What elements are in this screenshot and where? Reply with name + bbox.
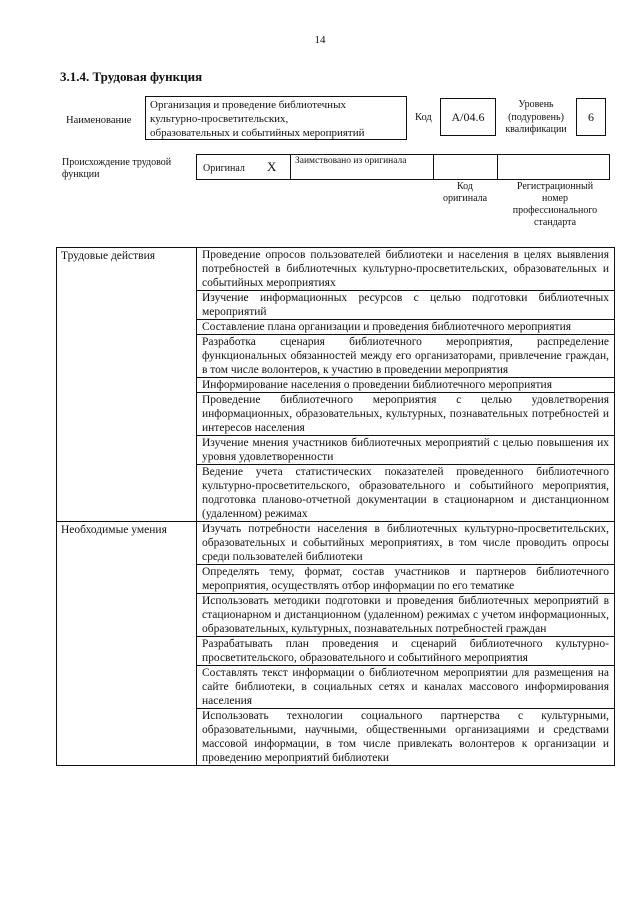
skill-item: Изучать потребности населения в библиотечных культурно-просветительских, образовательных и событийных мероприятиях, в том числе проводить опросы среди пользователей библиотеки xyxy=(197,522,615,565)
skill-item: Составлять текст информации о библиотечном мероприятии для размещения на сайте библиотеки, в социальных сетях и каналах массового информирования населения xyxy=(197,666,615,709)
table-row xyxy=(57,248,615,291)
origin-grid xyxy=(196,154,610,180)
original-mark: X xyxy=(267,159,277,174)
section-header-required-skills: Необходимые умения xyxy=(57,522,197,766)
origin-label: Происхождение трудовой функции xyxy=(62,157,172,180)
table-row xyxy=(57,522,615,565)
skill-item: Использовать методики подготовки и проведения библиотечных мероприятий в стационарном и дистанционном (удаленном) режимах с учетом информационных, образовательных, культурных, познавательных потребностей граждан xyxy=(197,594,615,637)
function-name-box xyxy=(145,96,407,140)
grid-divider xyxy=(433,155,434,179)
grid-divider xyxy=(497,155,498,179)
grid-divider xyxy=(290,155,291,179)
section-title: 3.1.4. Трудовая функция xyxy=(60,69,203,84)
labor-action-item: Проведение опросов пользователей библиотеки и населения в целях выявления потребностей в библиотечных культурно-просветительских, образовательных и событийных мероприятиях xyxy=(197,248,615,291)
skill-item: Определять тему, формат, состав участников и партнеров библиотечного мероприятия, осуществлять отбор информации по его тематике xyxy=(197,565,615,594)
caption-line: стандарта xyxy=(533,217,577,228)
labor-action-item: Изучение мнения участников библиотечных мероприятий с целью повышения их уровня удовлетворенности xyxy=(197,436,615,465)
function-name-line: культурно-просветительских, xyxy=(150,113,289,126)
skill-item: Использовать технологии социального партнерства с культурными, образовательными, научными, общественными организациями и средствами массовой информации, в том числе привлекать волонтеров к организации и проведению мероприятий библиотеки xyxy=(197,709,615,766)
level-label-line: Уровень xyxy=(518,99,554,110)
section-header-labor-actions: Трудовые действия xyxy=(57,248,197,522)
labor-action-item: Проведение библиотечного мероприятия с целью удовлетворения информационных, образовательных, культурных, познавательных потребностей и интересов населения xyxy=(197,393,615,436)
original-label: Оригинал xyxy=(203,163,245,174)
code-original-caption xyxy=(437,181,493,205)
level-label-line: (подуровень) xyxy=(508,111,564,123)
caption-line: оригинала xyxy=(442,193,488,204)
labor-action-item: Составление плана организации и проведения библиотечного мероприятия xyxy=(197,320,615,335)
labor-action-item: Изучение информационных ресурсов с целью подготовки библиотечных мероприятий xyxy=(197,291,615,320)
labor-action-item: Разработка сценария библиотечного мероприятия, распределение функциональных обязанностей между его организаторами, привлечение граждан, в том числе волонтеров, к участию в проведении мероприятия xyxy=(197,335,615,378)
page-number: 14 xyxy=(314,34,326,46)
level-label-line: квалификации xyxy=(505,124,567,135)
labor-action-item: Информирование населения о проведении библиотечного мероприятия xyxy=(197,378,615,393)
caption-line: профессионального xyxy=(512,205,598,216)
code-value-box xyxy=(440,98,496,136)
caption-line: Код xyxy=(457,181,473,192)
caption-line: Регистрационный xyxy=(516,181,594,192)
level-value-box xyxy=(576,98,606,136)
function-details-table xyxy=(56,247,615,766)
qualification-level-label xyxy=(500,99,572,137)
function-name-line: Организация и проведение библиотечных xyxy=(150,99,346,111)
labor-action-item: Ведение учета статистических показателей проведенного библиотечного культурно-просветительского, образовательного и событийного мероприятия, подготовка планово-отчетной документации в стационарном и дистанционном (удаленном) режимах xyxy=(197,465,615,522)
code-value: A/04.6 xyxy=(451,109,485,124)
function-name-line: образовательных и событийных мероприятий xyxy=(150,127,365,140)
skill-item: Разрабатывать план проведения и сценарий библиотечного культурно-просветительского, образовательного и событийного мероприятия xyxy=(197,637,615,666)
registration-number-caption xyxy=(505,181,605,229)
code-label: Код xyxy=(415,112,432,123)
borrowed-label: Заимствовано из оригинала xyxy=(295,156,407,166)
caption-line: номер xyxy=(542,193,568,204)
name-label: Наименование xyxy=(66,115,132,126)
level-value: 6 xyxy=(588,109,594,124)
